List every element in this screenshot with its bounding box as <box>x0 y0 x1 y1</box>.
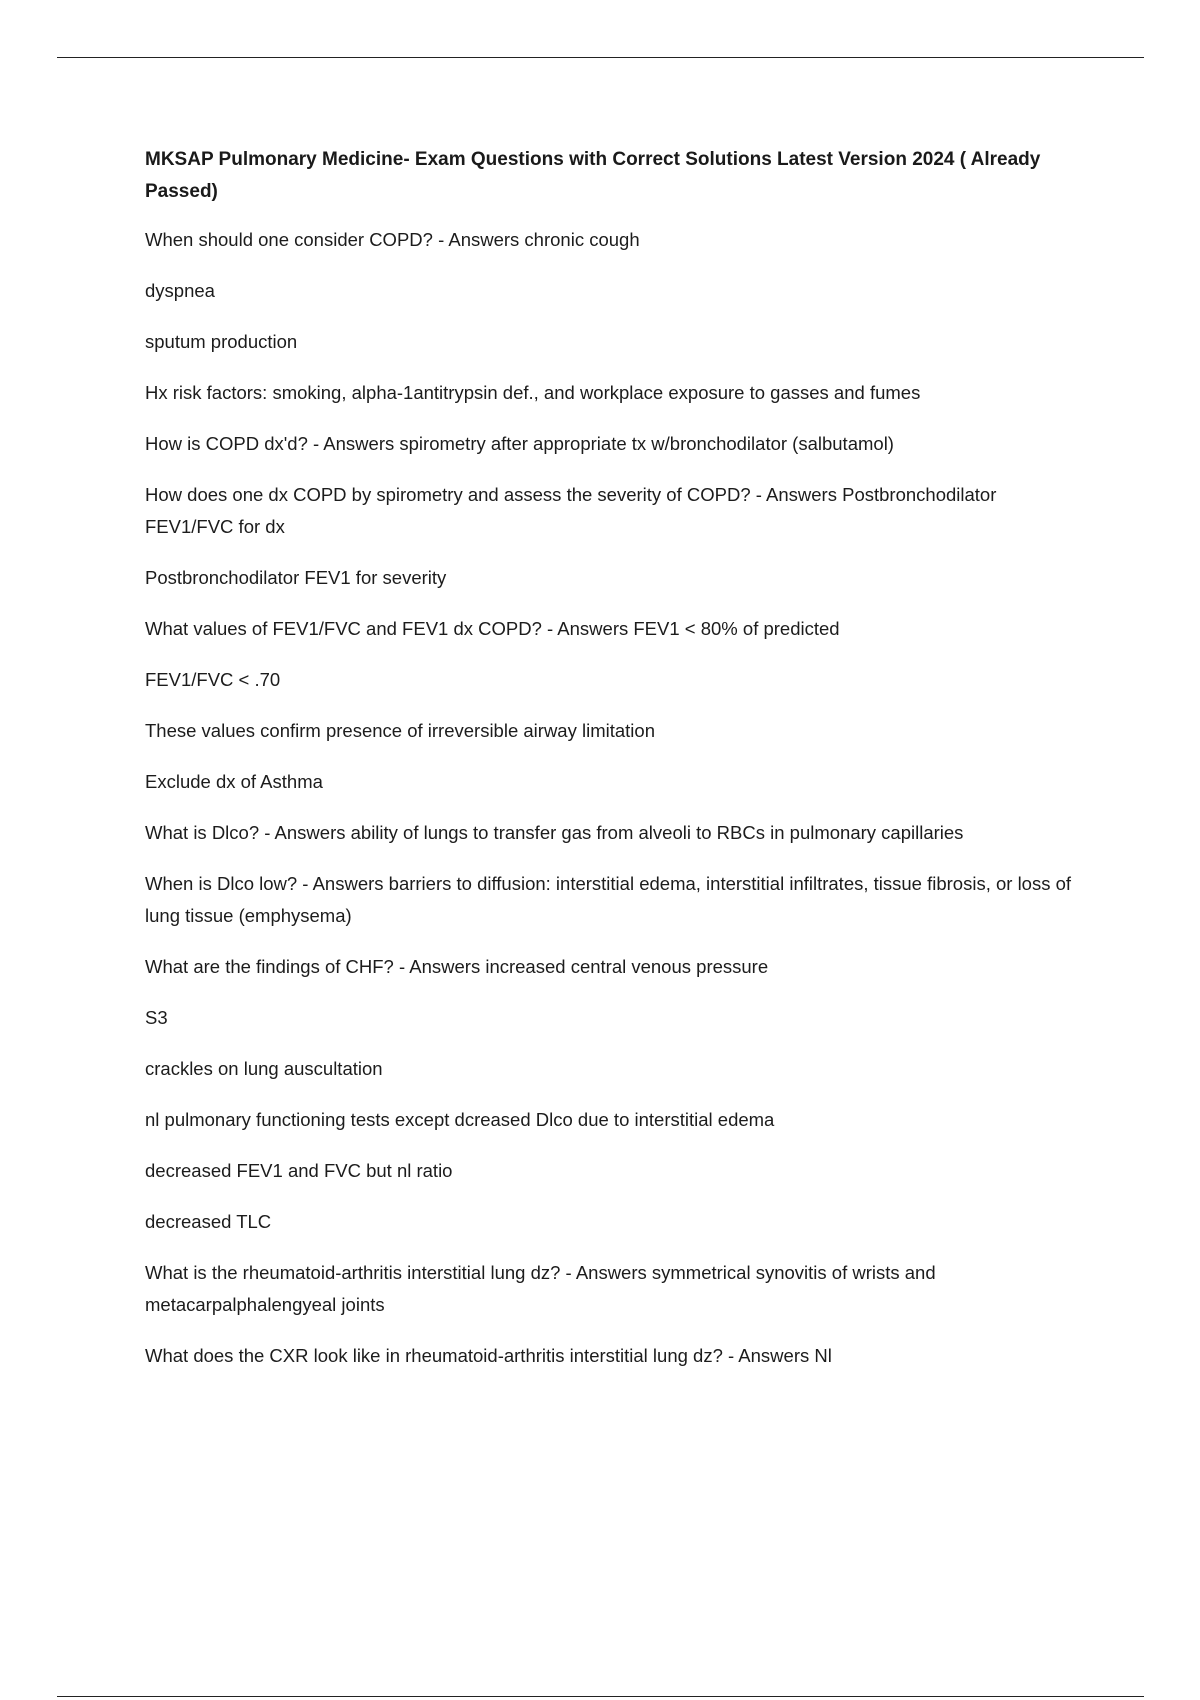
qa-list <box>145 224 1075 1372</box>
qa-line: Hx risk factors: smoking, alpha-1antitrypsin def., and workplace exposure to gasses and fumes <box>145 382 921 403</box>
qa-line: Postbronchodilator FEV1 for severity <box>145 567 447 588</box>
qa-line: FEV1/FVC < .70 <box>145 669 281 690</box>
qa-line: What values of FEV1/FVC and FEV1 dx COPD? - Answers FEV1 < 80% of predicted <box>145 618 840 639</box>
qa-line: decreased FEV1 and FVC but nl ratio <box>145 1160 453 1181</box>
qa-line: What is the rheumatoid-arthritis interstitial lung dz? - Answers symmetrical synovitis of wrists and metacarpalphalengyeal joints <box>145 1262 936 1315</box>
qa-line: What does the CXR look like in rheumatoid-arthritis interstitial lung dz? - Answers Nl <box>145 1345 832 1366</box>
qa-line: What is Dlco? - Answers ability of lungs to transfer gas from alveoli to RBCs in pulmonary capillaries <box>145 822 964 843</box>
qa-line: crackles on lung auscultation <box>145 1058 383 1079</box>
qa-line: What are the findings of CHF? - Answers increased central venous pressure <box>145 956 769 977</box>
qa-line: Exclude dx of Asthma <box>145 771 323 792</box>
qa-line: decreased TLC <box>145 1211 272 1232</box>
qa-line: How does one dx COPD by spirometry and assess the severity of COPD? - Answers Postbronchodilator FEV1/FVC for dx <box>145 484 997 537</box>
qa-line: S3 <box>145 1007 168 1028</box>
qa-line: sputum production <box>145 331 298 352</box>
qa-line: dyspnea <box>145 280 215 301</box>
qa-line: nl pulmonary functioning tests except dcreased Dlco due to interstitial edema <box>145 1109 775 1130</box>
top-divider <box>57 57 1144 58</box>
qa-line: When should one consider COPD? - Answers chronic cough <box>145 229 640 250</box>
document-title: MKSAP Pulmonary Medicine- Exam Questions with Correct Solutions Latest Version 2024 ( Already Passed) <box>145 149 1041 202</box>
qa-line: How is COPD dx'd? - Answers spirometry after appropriate tx w/bronchodilator (salbutamol) <box>145 433 894 454</box>
bottom-divider <box>57 1696 1144 1697</box>
qa-line: When is Dlco low? - Answers barriers to diffusion: interstitial edema, interstitial infiltrates, tissue fibrosis, or loss of lung tissue (emphysema) <box>145 873 1072 926</box>
document-body <box>145 144 1075 1391</box>
qa-line: These values confirm presence of irreversible airway limitation <box>145 720 655 741</box>
